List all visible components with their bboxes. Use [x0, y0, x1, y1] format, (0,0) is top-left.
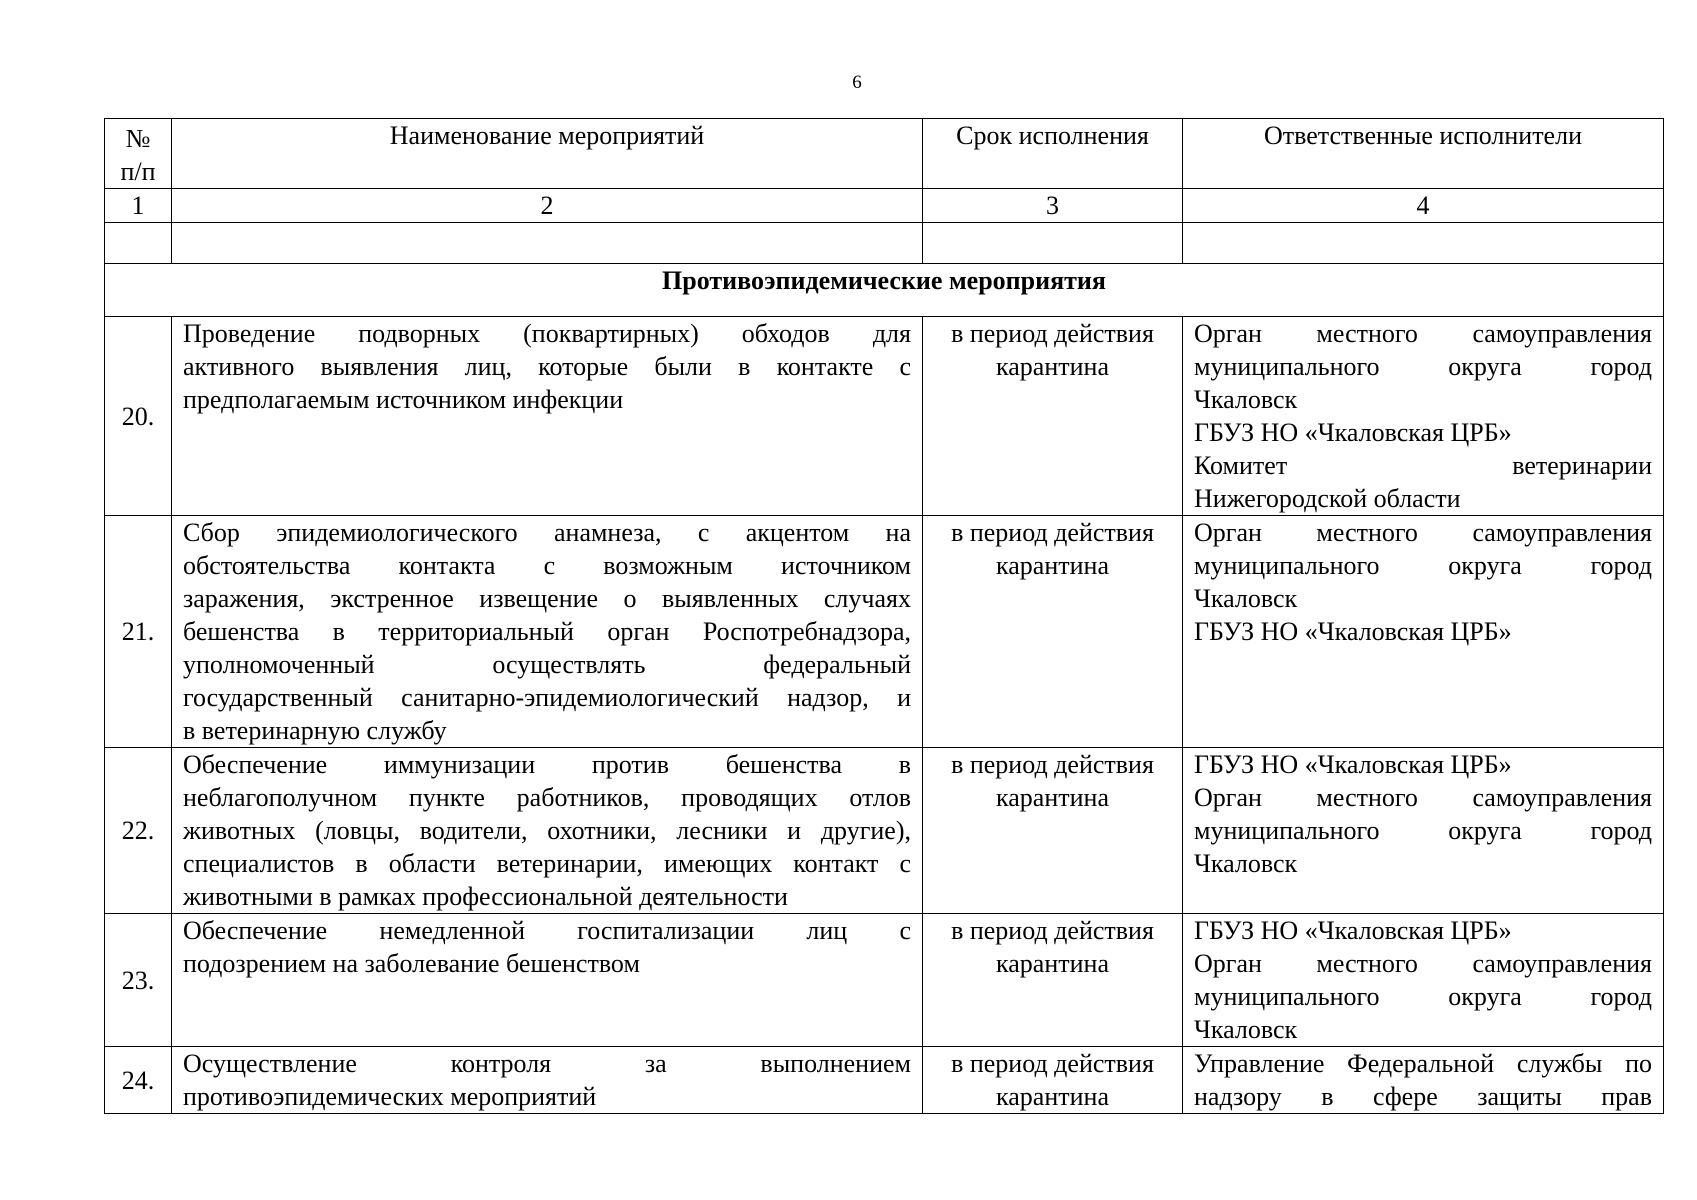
responsible-line: муниципального округа город	[1194, 982, 1652, 1011]
term	[923, 748, 1183, 914]
table-row	[105, 516, 1664, 748]
table-body	[105, 317, 1664, 1114]
empty-row	[105, 223, 1664, 264]
responsible-line: муниципального округа город	[1194, 816, 1652, 845]
table-header-row	[105, 119, 1664, 189]
term	[923, 914, 1183, 1047]
responsible-line: ГБУЗ НО «Чкаловская ЦРБ»	[1194, 916, 1512, 945]
header-number: № п/п	[105, 119, 172, 189]
table-row	[105, 1047, 1664, 1114]
section-row	[105, 264, 1664, 317]
empty-cell	[105, 223, 172, 264]
measure-name-line: Осуществление контроля за выполнением	[183, 1049, 911, 1078]
responsible-line: ГБУЗ НО «Чкаловская ЦРБ»	[1194, 418, 1512, 447]
row-number: 20.	[105, 317, 172, 516]
header-measure-name: Наименование мероприятий	[172, 119, 923, 189]
responsible	[1183, 748, 1664, 914]
term-line: в период действия	[951, 916, 1154, 945]
term-line: карантина	[996, 352, 1109, 381]
term-line: карантина	[996, 1082, 1109, 1111]
measure-name-line: заражения, экстренное извещение о выявленных случаях	[183, 584, 911, 613]
measures-table	[104, 118, 1664, 1114]
term-line: карантина	[996, 783, 1109, 812]
term-line: карантина	[996, 949, 1109, 978]
row-number: 24.	[105, 1047, 172, 1114]
measure-name-line: уполномоченный осуществлять федеральный	[183, 650, 911, 679]
row-number: 21.	[105, 516, 172, 748]
column-index: 3	[923, 189, 1183, 223]
measure-name-line: государственный санитарно-эпидемиологический надзор, и	[183, 683, 911, 712]
responsible	[1183, 516, 1664, 748]
responsible-line: Чкаловск	[1194, 584, 1298, 613]
measure-name-line: животных (ловцы, водители, охотники, лесники и другие),	[183, 816, 911, 845]
measure-name-line: специалистов в области ветеринарии, имеющих контакт с	[183, 849, 911, 878]
responsible-line: надзору в сфере защиты прав	[1194, 1082, 1652, 1111]
empty-cell	[1183, 223, 1664, 264]
responsible-line: муниципального округа город	[1194, 352, 1652, 381]
responsible-line: муниципального округа город	[1194, 551, 1652, 580]
responsible-line: Орган местного самоуправления	[1194, 783, 1652, 812]
term-line: в период действия	[951, 1049, 1154, 1078]
responsible-line: Чкаловск	[1194, 385, 1298, 414]
responsible-line: Орган местного самоуправления	[1194, 518, 1652, 547]
row-number: 22.	[105, 748, 172, 914]
measure-name-line: подозрением на заболевание бешенством	[183, 949, 640, 978]
term	[923, 317, 1183, 516]
responsible-line: ГБУЗ НО «Чкаловская ЦРБ»	[1194, 617, 1512, 646]
responsible	[1183, 1047, 1664, 1114]
column-index-row	[105, 189, 1664, 223]
measure-name-line: обстоятельства контакта с возможным источником	[183, 551, 911, 580]
measure-name-line: Проведение подворных (поквартирных) обходов для	[183, 319, 911, 348]
responsible-line: Комитет ветеринарии	[1194, 451, 1652, 480]
responsible-line: Чкаловск	[1194, 849, 1298, 878]
row-number: 23.	[105, 914, 172, 1047]
measure-name-line: предполагаемым источником инфекции	[183, 385, 624, 414]
term	[923, 516, 1183, 748]
measure-name-line: бешенства в территориальный орган Роспотребнадзора,	[183, 617, 911, 646]
responsible-line: Орган местного самоуправления	[1194, 319, 1652, 348]
measure-name	[172, 516, 923, 748]
column-index: 2	[172, 189, 923, 223]
responsible-line: ГБУЗ НО «Чкаловская ЦРБ»	[1194, 750, 1512, 779]
responsible-line: Чкаловск	[1194, 1015, 1298, 1044]
section-title: Противоэпидемические мероприятия	[105, 264, 1664, 317]
empty-cell	[923, 223, 1183, 264]
measure-name	[172, 914, 923, 1047]
responsible-line: Нижегородской области	[1194, 484, 1461, 513]
measure-name	[172, 1047, 923, 1114]
measure-name-line: в ветеринарную службу	[183, 716, 447, 745]
term-line: в период действия	[951, 319, 1154, 348]
responsible-line: Управление Федеральной службы по	[1194, 1049, 1652, 1078]
page-number: 6	[852, 72, 862, 93]
responsible	[1183, 317, 1664, 516]
column-index: 4	[1183, 189, 1664, 223]
table-row	[105, 748, 1664, 914]
responsible-line: Орган местного самоуправления	[1194, 949, 1652, 978]
term-line: в период действия	[951, 750, 1154, 779]
term	[923, 1047, 1183, 1114]
empty-cell	[172, 223, 923, 264]
header-term: Срок исполнения	[923, 119, 1183, 189]
measure-name-line: Обеспечение немедленной госпитализации лиц с	[183, 916, 911, 945]
measure-name-line: Сбор эпидемиологического анамнеза, с акцентом на	[183, 518, 911, 547]
responsible	[1183, 914, 1664, 1047]
measure-name	[172, 317, 923, 516]
measure-name-line: Обеспечение иммунизации против бешенства в	[183, 750, 911, 779]
measure-name	[172, 748, 923, 914]
header-responsible: Ответственные исполнители	[1183, 119, 1664, 189]
table-row	[105, 317, 1664, 516]
measure-name-line: активного выявления лиц, которые были в контакте с	[183, 352, 911, 381]
term-line: карантина	[996, 551, 1109, 580]
table-row	[105, 914, 1664, 1047]
measure-name-line: противоэпидемических мероприятий	[183, 1082, 597, 1111]
term-line: в период действия	[951, 518, 1154, 547]
measure-name-line: животными в рамках профессиональной деятельности	[183, 882, 788, 911]
measure-name-line: неблагополучном пункте работников, проводящих отлов	[183, 783, 911, 812]
column-index: 1	[105, 189, 172, 223]
